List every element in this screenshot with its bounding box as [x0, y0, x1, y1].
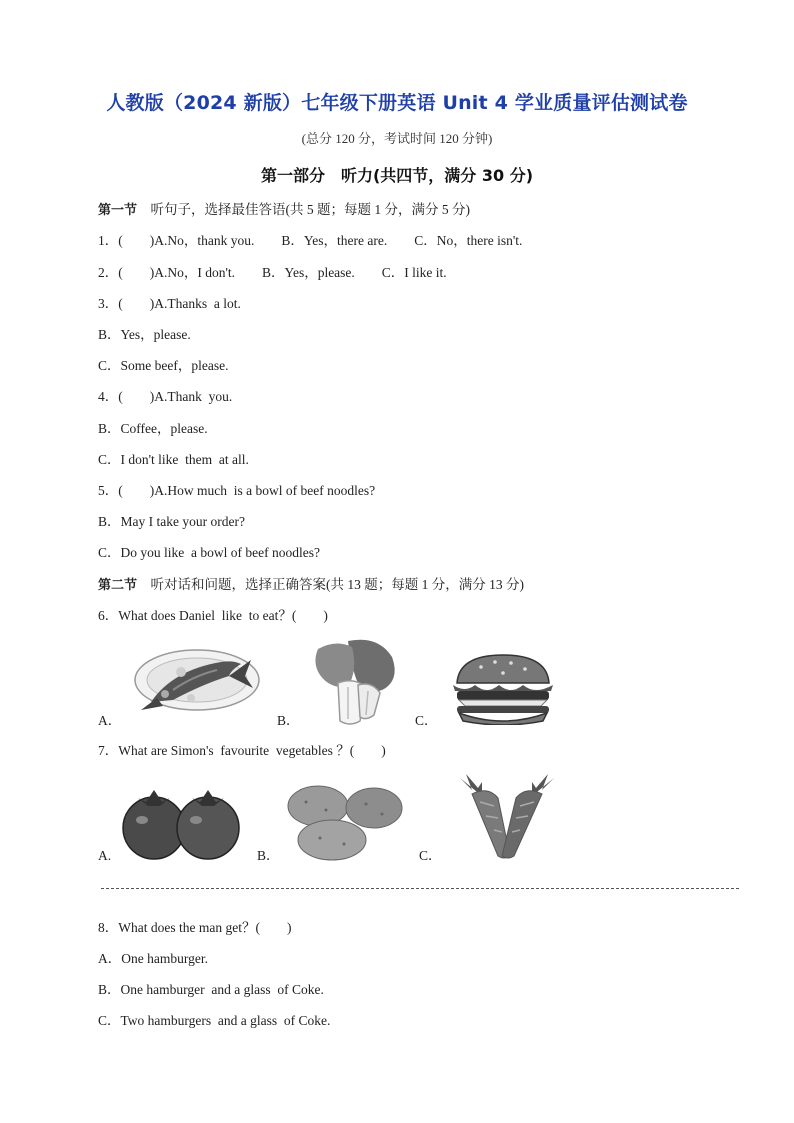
section-1-instruction: 听句子，选择最佳答语(共 5 题；每题 1 分，满分 5 分): [137, 202, 471, 217]
question-3-option-b: B．Yes，please.: [98, 327, 191, 342]
cabbage-icon: [308, 635, 400, 727]
part-heading: 第一部分 听力(共四节，满分 30 分): [260, 166, 534, 185]
question-4-option-c: C．I don't like them at all.: [98, 452, 249, 467]
question-1: 1．( )A.No，thank you. B．Yes，there are. C．No，there isn't.: [98, 233, 523, 248]
question-5-option-b: B．May I take your order?: [98, 514, 245, 529]
potatoes-icon: [286, 782, 404, 862]
question-2: 2．( )A.No，I don't. B．Yes，please. C．I like it.: [98, 265, 447, 280]
section-2-label: 第二节: [98, 578, 138, 593]
section-2-heading: [98, 576, 524, 595]
question-8-option-c: C．Two hamburgers and a glass of Coke.: [98, 1013, 331, 1028]
question-5-option-c: C．Do you like a bowl of beef noodles?: [98, 545, 320, 560]
q7-option-b-label: B．: [257, 848, 280, 863]
question-3-option-c: C．Some beef，please.: [98, 358, 229, 373]
q6-option-b-label: B．: [277, 713, 300, 728]
question-4: 4．( )A.Thank you.: [98, 389, 233, 404]
q7-option-a-label: A.: [98, 848, 112, 863]
q6-option-c-label: C．: [415, 713, 438, 728]
section-1-heading: [98, 201, 470, 220]
question-5: 5．( )A.How much is a bowl of beef noodles?: [98, 483, 376, 498]
q6-option-a-label: A．: [98, 713, 122, 728]
question-8-option-b: B．One hamburger and a glass of Coke.: [98, 982, 324, 997]
question-8-option-a: A．One hamburger.: [98, 951, 208, 966]
page-divider: [101, 888, 739, 889]
question-6: 6．What does Daniel like to eat？( ): [98, 608, 328, 623]
question-3: 3．( )A.Thanks a lot.: [98, 296, 241, 311]
question-4-option-b: B．Coffee，please.: [98, 421, 208, 436]
page-title: 人教版（2024 新版）七年级下册英语 Unit 4 学业质量评估测试卷: [106, 92, 688, 114]
tomatoes-icon: [120, 786, 244, 860]
question-7: 7．What are Simon's favourite vegetables ？( ): [98, 743, 386, 758]
hamburger-icon: [451, 653, 555, 725]
section-1-label: 第一节: [98, 203, 138, 218]
carrots-icon: [448, 772, 566, 860]
q7-option-c-label: C．: [419, 848, 442, 863]
exam-info: (总分 120 分，考试时间 120 分钟): [301, 131, 493, 146]
question-8: 8．What does the man get？( ): [98, 920, 292, 935]
section-2-instruction: 听对话和问题，选择正确答案(共 13 题；每题 1 分，满分 13 分): [137, 577, 525, 592]
fish-dish-icon: [133, 640, 261, 718]
